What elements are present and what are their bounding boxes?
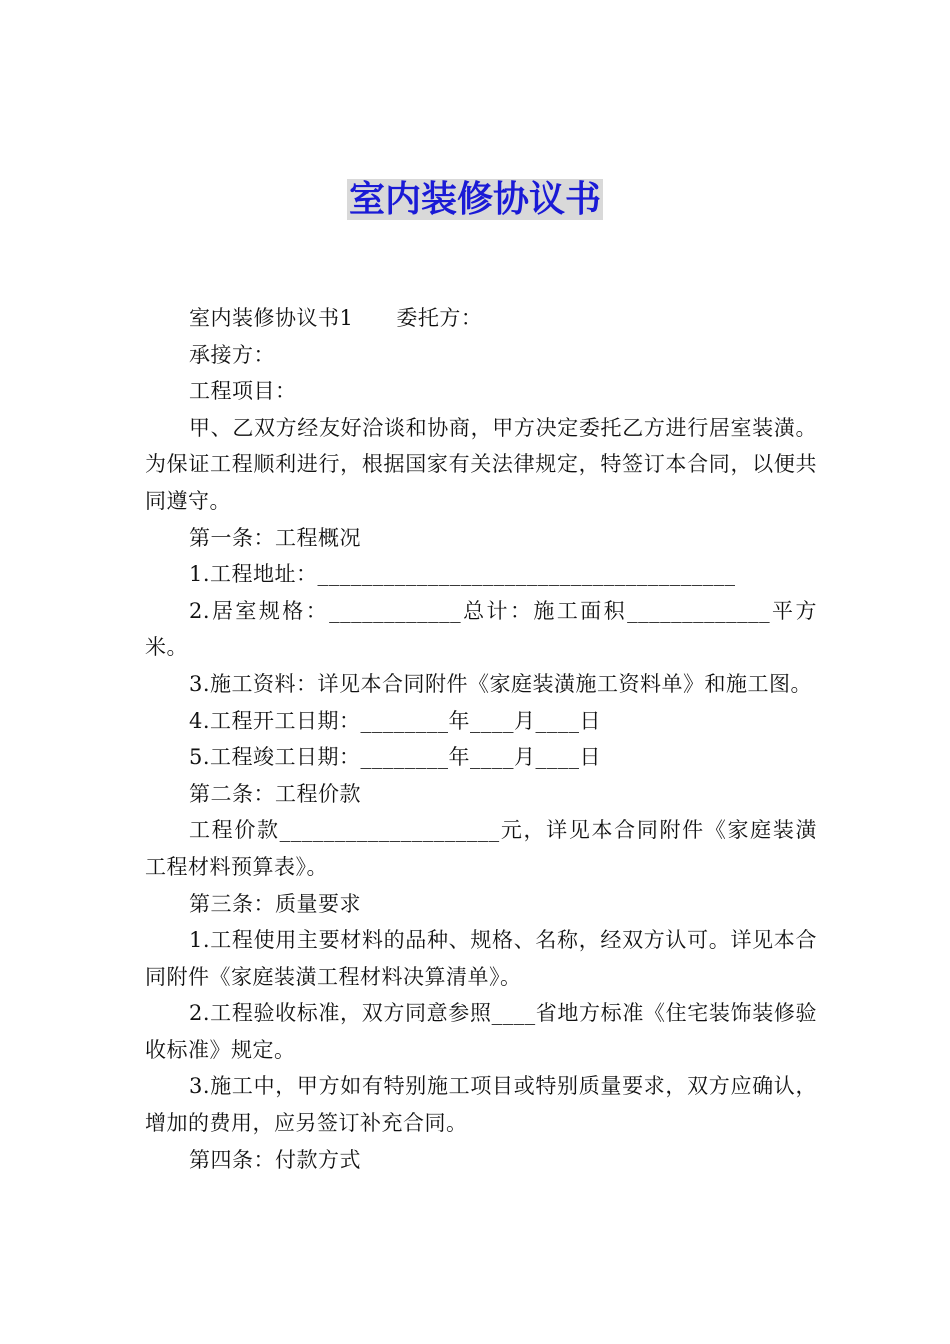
article-1-item-1: 1.工程地址：______________________________________ — [189, 562, 736, 587]
project-line: 工程项目： — [189, 379, 297, 404]
article-1-item-3: 3.施工资料：详见本合同附件《家庭装潢施工资料单》和施工图。 — [189, 671, 813, 696]
article-3-item-1: 1.工程使用主要材料的品种、规格、名称，经双方认可。详见本合同附件《家庭装潢工程材料决算清单》。 — [145, 928, 817, 989]
article-2-heading: 第二条：工程价款 — [189, 781, 361, 806]
article-1-heading: 第一条：工程概况 — [189, 525, 361, 550]
document-title-text: 室内装修协议书 — [348, 179, 601, 220]
article-3-heading: 第三条：质量要求 — [189, 891, 361, 916]
article-3-item-3: 3.施工中，甲方如有特别施工项目或特别质量要求，双方应确认，增加的费用，应另签订补充合同。 — [145, 1074, 817, 1136]
contractor-line: 承接方： — [189, 342, 275, 367]
article-2-paragraph: 工程价款____________________元，详见本合同附件《家庭装潢工程材料预算表》。 — [145, 818, 817, 879]
document-title — [0, 176, 950, 224]
document-body — [145, 300, 817, 1178]
article-1-item-4: 4.工程开工日期：________年____月____日 — [189, 708, 602, 733]
article-3-item-2: 2.工程验收标准，双方同意参照____省地方标准《住宅装饰装修验收标准》规定。 — [145, 1001, 817, 1062]
intro-parties-line: 室内装修协议书1 委托方： — [189, 306, 483, 330]
article-4-heading: 第四条：付款方式 — [189, 1147, 361, 1172]
article-1-item-5: 5.工程竣工日期：________年____月____日 — [189, 745, 602, 770]
article-1-item-2: 2.居室规格：____________总计：施工面积_____________平方米。 — [145, 598, 817, 660]
preamble-paragraph: 甲、乙双方经友好洽谈和协商，甲方决定委托乙方进行居室装潢。为保证工程顺利进行，根据国家有关法律规定，特签订本合同，以便共同遵守。 — [145, 415, 817, 513]
